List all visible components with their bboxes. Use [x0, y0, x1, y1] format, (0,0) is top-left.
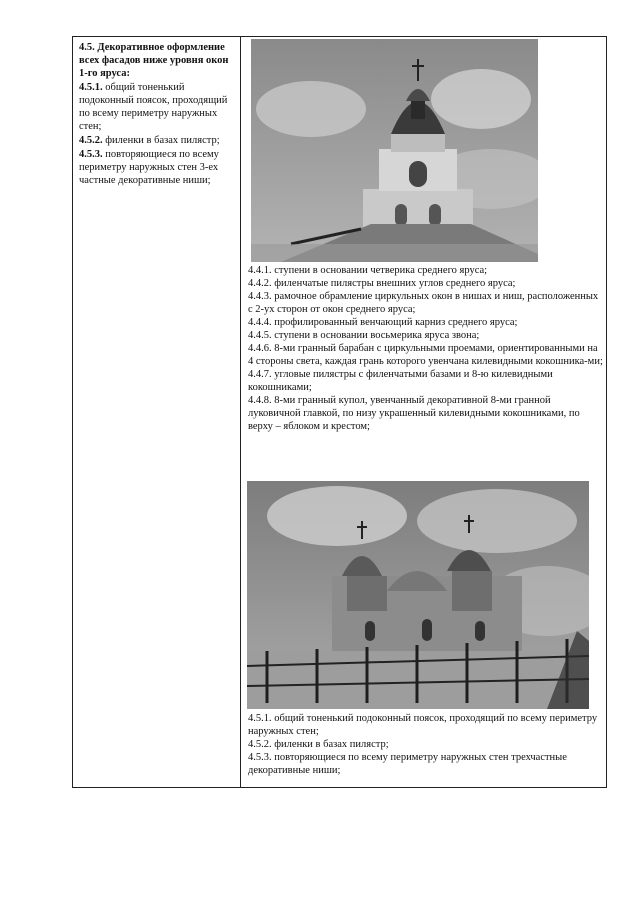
- caption-line: 4.4.2. филенчатые пилястры внешних углов среднего яруса;: [248, 278, 516, 289]
- list-item: 4.5.2. филенки в базах пилястр;: [79, 135, 220, 146]
- caption-line: 4.4.4. профилированный венчающий карниз среднего яруса;: [248, 317, 518, 328]
- caption-line: 4.4.1. ступени в основании четверика среднего яруса;: [248, 265, 488, 276]
- caption-line: 4.5.2. филенки в базах пилястр;: [248, 739, 389, 750]
- caption-line: 4.4.8. 8-ми гранный купол, увенчанный декоративной 8-ми гранной луковичной главкой, по низу украшенный килевидными кокошниками, по верху – яблоком и крестом;: [248, 395, 580, 432]
- left-cell: [79, 41, 235, 187]
- bell-tower-photo: [251, 39, 538, 262]
- captions-bottom: [248, 712, 604, 777]
- caption-line: 4.4.7. угловые пилястры с филенчатыми базами и 8-ю килевидными кокошниками;: [248, 369, 553, 393]
- list-item: 4.5.3. повторяющиеся по всему периметру наружных стен 3-ех частные декоративные ниши;: [79, 149, 219, 186]
- caption-line: 4.5.3. повторяющиеся по всему периметру наружных стен трехчастные декоративные ниши;: [248, 752, 567, 776]
- column-divider: [240, 37, 241, 787]
- church-photo: [247, 481, 589, 709]
- caption-line: 4.5.1. общий тоненький подоконный поясок, проходящий по всему периметру наружных стен;: [248, 713, 598, 737]
- caption-line: 4.4.3. рамочное обрамление циркульных окон в нишах и ниш, расположенных с 2-ух сторон от окон среднего яруса;: [248, 291, 599, 315]
- section-heading: 4.5. Декоративное оформление всех фасадов ниже уровня окон 1-го яруса:: [79, 42, 229, 79]
- church-image: [247, 481, 589, 709]
- bell-tower-image: [251, 39, 538, 262]
- caption-line: 4.4.6. 8-ми гранный барабан с циркульными проемами, ориентированными на 4 стороны света, каждая грань которого увенчана килевидными кокошника-ми;: [248, 343, 603, 367]
- caption-line: 4.4.5. ступени в основании восьмерика яруса звона;: [248, 330, 480, 341]
- list-item: 4.5.1. общий тоненький подоконный поясок, проходящий по всему периметру наружных стен;: [79, 82, 228, 132]
- captions-top: [248, 264, 604, 433]
- description-table: [72, 36, 607, 788]
